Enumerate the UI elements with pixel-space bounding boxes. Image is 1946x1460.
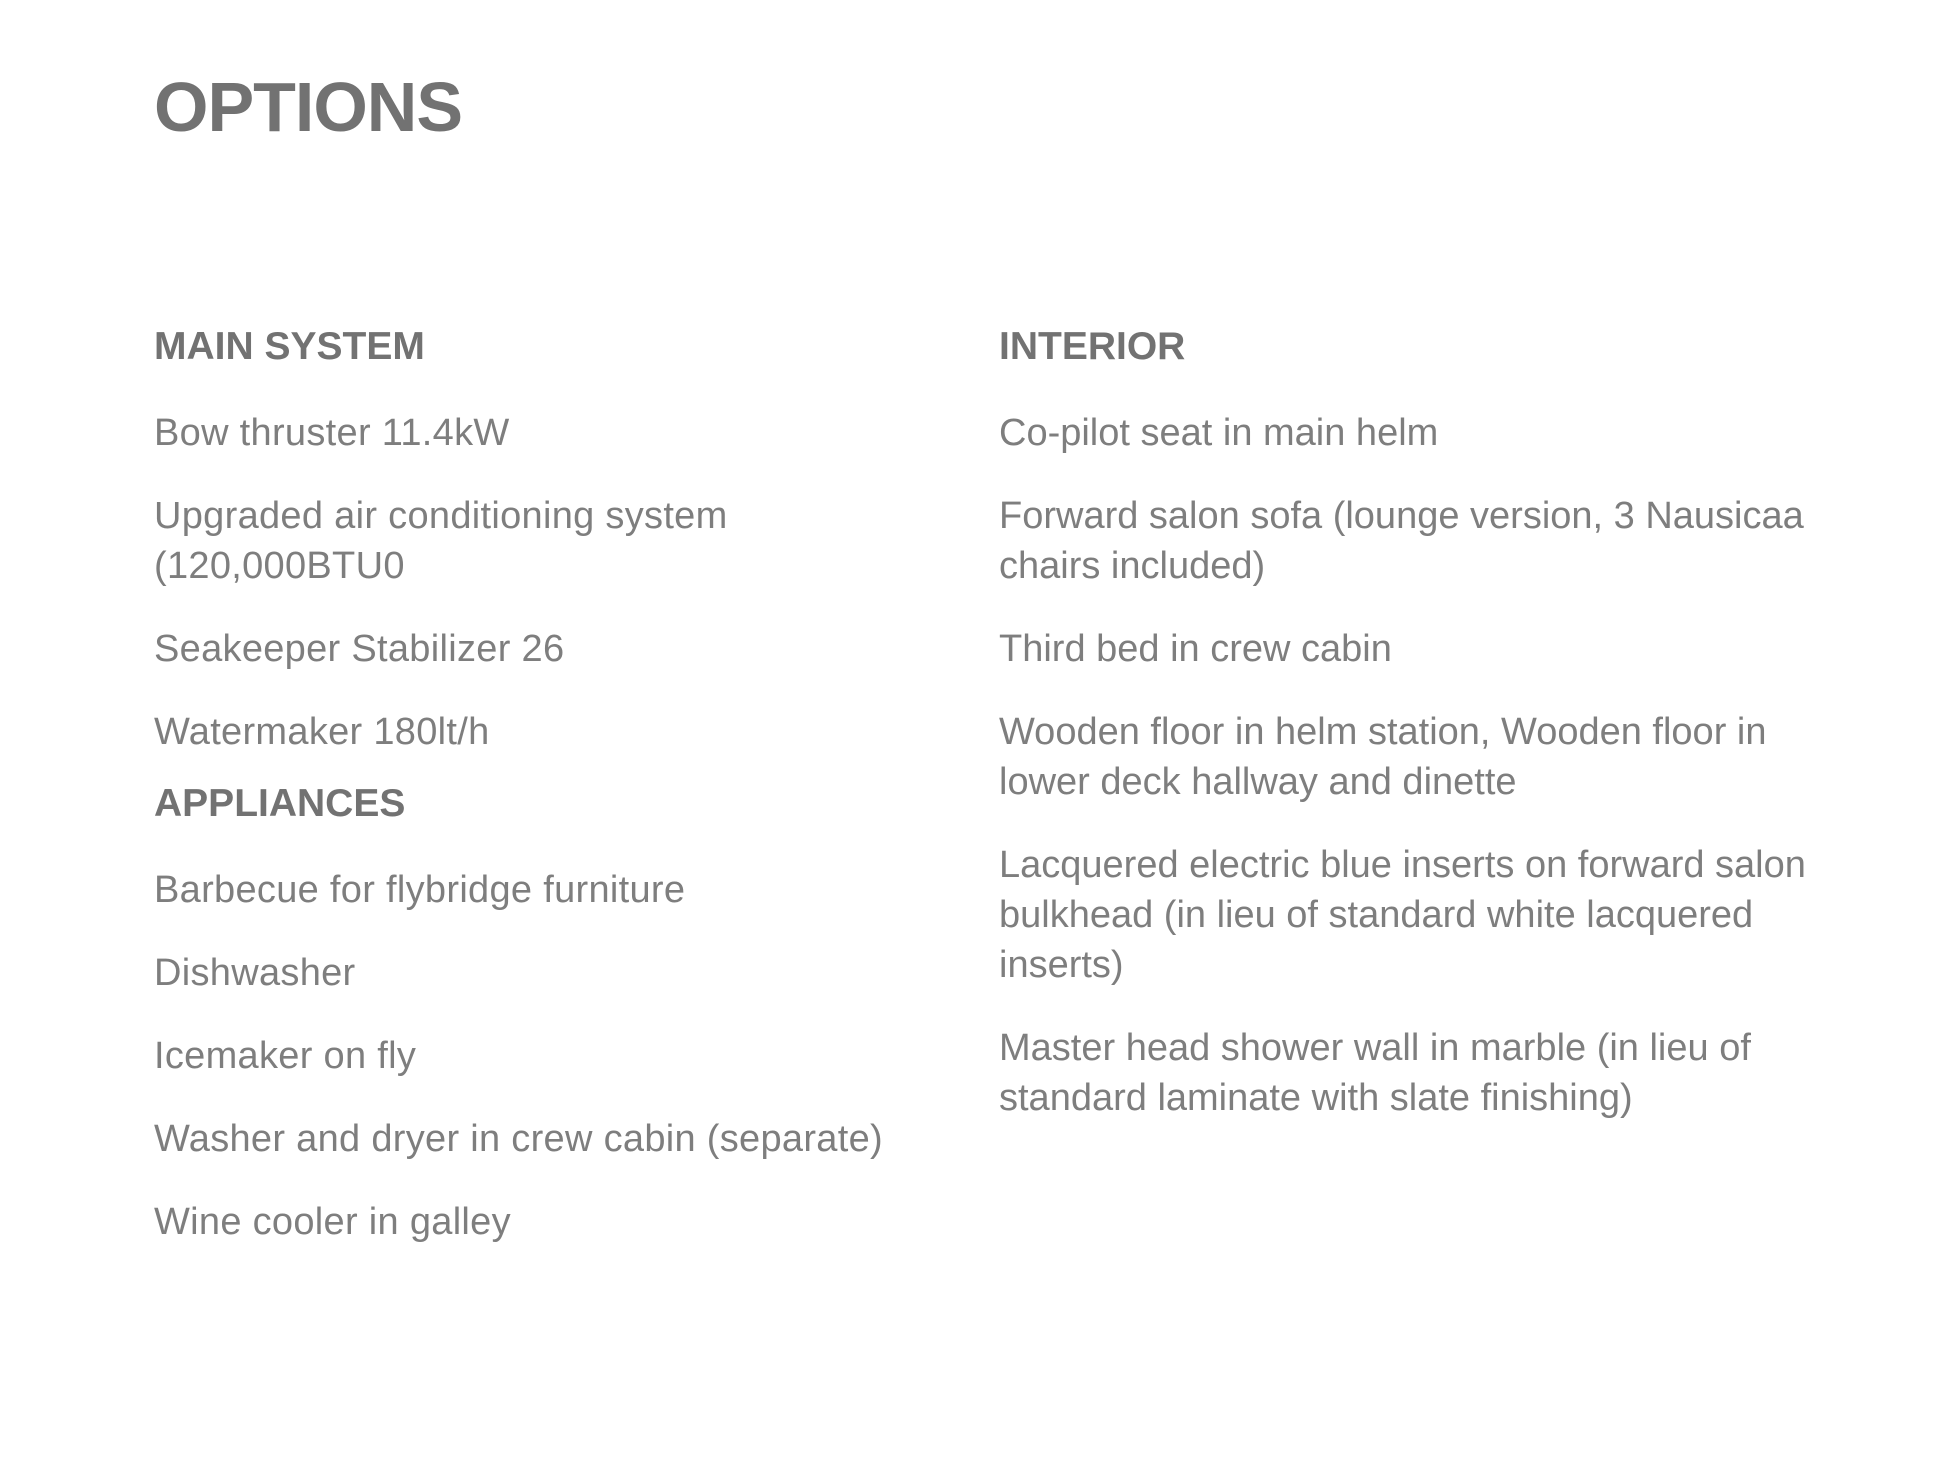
list-item: Bow thruster 11.4kW [154, 412, 510, 454]
list-item: Dishwasher [154, 952, 356, 994]
left-column [154, 322, 934, 1280]
list-item: Watermaker 180lt/h [154, 711, 490, 753]
main-system-list [154, 408, 934, 757]
list-item: Upgraded air conditioning system (120,000BTU0 [154, 495, 728, 587]
main-system-heading: MAIN SYSTEM [154, 325, 425, 368]
list-item: Master head shower wall in marble (in lieu of standard laminate with slate finishing) [999, 1027, 1751, 1119]
list-item: Wooden floor in helm station, Wooden floor in lower deck hallway and dinette [999, 711, 1767, 803]
interior-heading: INTERIOR [999, 325, 1186, 368]
list-item: Third bed in crew cabin [999, 628, 1392, 670]
appliances-list [154, 865, 934, 1247]
list-item: Icemaker on fly [154, 1035, 417, 1077]
list-item: Seakeeper Stabilizer 26 [154, 628, 565, 670]
right-column [999, 322, 1839, 1156]
list-item: Lacquered electric blue inserts on forward salon bulkhead (in lieu of standard white lacquered inserts) [999, 844, 1806, 986]
page-title: OPTIONS [154, 68, 463, 146]
interior-list [999, 408, 1839, 1123]
list-item: Washer and dryer in crew cabin (separate) [154, 1118, 883, 1160]
list-item: Barbecue for flybridge furniture [154, 869, 686, 911]
list-item: Co-pilot seat in main helm [999, 412, 1439, 454]
list-item: Forward salon sofa (lounge version, 3 Nausicaa chairs included) [999, 495, 1804, 587]
appliances-heading: APPLIANCES [154, 782, 406, 825]
list-item: Wine cooler in galley [154, 1201, 511, 1243]
